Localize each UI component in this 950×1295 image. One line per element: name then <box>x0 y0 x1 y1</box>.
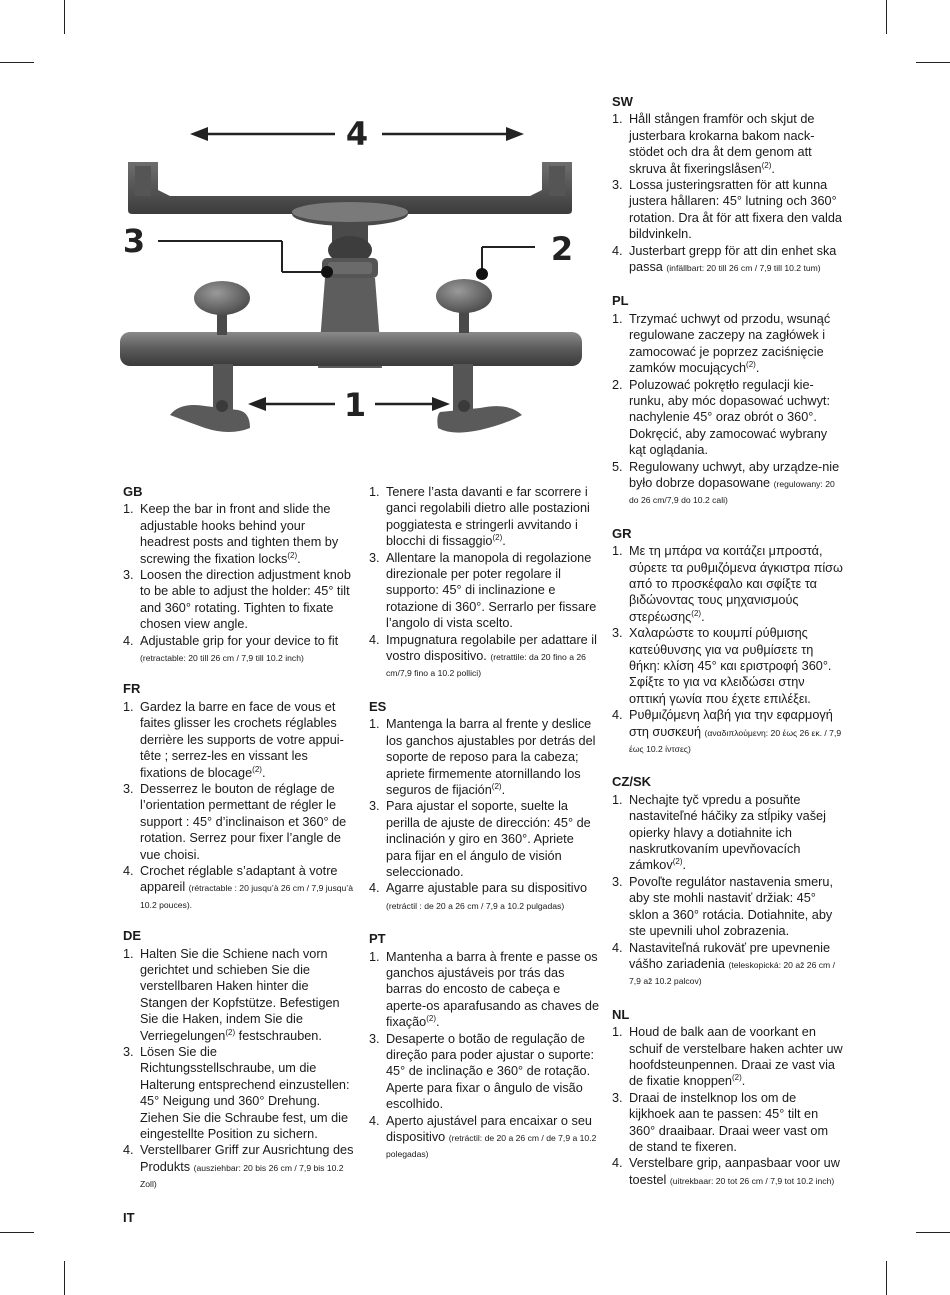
language-code: GR <box>612 525 632 541</box>
instruction-list <box>612 792 844 989</box>
step-body: Draai de instelknop los om de kijkhoek aan te passen: 45° tilt en 360° draaibaar. Draai weer vast om de stand te fixeren. <box>629 1090 829 1154</box>
crop-mark <box>64 1261 65 1295</box>
step-note: (rétractable : 20 jusqu’à 26 cm / 7,9 jusqu’à 10.2 pouces). <box>140 883 353 910</box>
step-number: 3. <box>123 1045 134 1059</box>
step-tail: . <box>501 782 506 797</box>
language-section <box>123 681 355 912</box>
fixation-knob-right <box>436 279 492 333</box>
instruction-item <box>369 1113 601 1162</box>
language-section <box>123 1210 355 1226</box>
instruction-item <box>369 632 601 681</box>
step-body: Tenere l’asta davanti e far scorrere i ganci regolabili dietro alle postazioni poggiatesta e stringerli avvitando i blocchi di fissaggio <box>386 485 590 549</box>
step-number: 1. <box>369 949 380 964</box>
step-text <box>629 377 844 459</box>
crop-mark <box>886 1261 887 1295</box>
instruction-list <box>123 946 355 1192</box>
instruction-item <box>612 177 844 243</box>
language-section <box>612 774 844 988</box>
footnote-ref: (2) <box>426 1013 436 1023</box>
step-body: Povoľte regulátor nastavenia smeru, aby ste mohli nastaviť držiak: 45° sklon a 360° rotácia. Dotiahnite, aby ste upevnili uhol zobrazenia. <box>629 874 833 939</box>
step-body: Ρυθμιζόμενη λαβή για την εφαρμογή στη συσκευή <box>629 708 833 739</box>
instruction-item <box>369 716 601 798</box>
instruction-item <box>369 550 601 632</box>
step-note: (retractable: 20 till 26 cm / 7,9 till 10.2 inch) <box>140 653 304 664</box>
language-code: IT <box>123 1209 135 1225</box>
language-code: PT <box>369 931 386 947</box>
language-section <box>612 526 844 757</box>
language-section <box>123 484 355 665</box>
instruction-list <box>369 484 601 681</box>
footnote-ref: (2) <box>761 160 772 170</box>
step-text <box>386 949 601 1031</box>
step-number: 1. <box>123 946 134 961</box>
step-note: (uitrekbaar: 20 tot 26 cm / 7,9 tot 10.2 inch) <box>669 1175 835 1186</box>
step-number: 1. <box>612 112 623 127</box>
fixation-knob-left <box>194 281 250 335</box>
crop-mark <box>0 62 34 63</box>
instruction-list <box>369 949 601 1162</box>
step-body: Gardez la barre en face de vous et faites glisser les crochets réglables derrière les supports de votre appui-tête ; serrez-les en vissant les fixations de blocage <box>140 699 344 780</box>
step-text <box>629 243 844 276</box>
step-number: 4. <box>612 1156 623 1171</box>
step-text <box>386 798 601 880</box>
step-text <box>386 550 601 632</box>
instruction-item <box>612 1155 844 1188</box>
crop-mark <box>0 1232 34 1233</box>
step-text <box>386 484 601 550</box>
step-body: Lösen Sie die Richtungsstellschraube, um die Halterung entsprechend einzustellen: 45° Neigung und 360° Drehung. Ziehen Sie die Schraube fest, um die eingestellte Position zu sichern. <box>140 1045 350 1142</box>
step-number: 1. <box>123 502 134 517</box>
instruction-item <box>612 543 844 625</box>
step-number: 3. <box>612 178 623 193</box>
callout-3-leader <box>158 241 333 278</box>
instruction-item <box>369 798 601 880</box>
column-1 <box>123 484 355 1227</box>
adjustable-hook-right <box>437 364 522 433</box>
step-text <box>386 716 601 798</box>
language-section <box>369 699 601 913</box>
crop-mark <box>64 0 65 34</box>
step-body: Desaperte o botão de regulação de direção para poder ajustar o suporte: 45° de inclinação e 360° de rotação. Aperte para fixar o ângulo de visão escolhido. <box>386 1031 595 1112</box>
step-text <box>140 567 355 633</box>
step-body: Para ajustar el soporte, suelte la perilla de ajuste de dirección: 45° de inclinación y giro en 360°. Apriete para fijar en el ángulo de visión seleccionado. <box>386 799 591 879</box>
step-number: 3. <box>369 550 380 565</box>
step-text <box>140 781 355 863</box>
language-code: ES <box>369 698 387 714</box>
adjustable-hook-left <box>170 364 250 432</box>
step-body: Keep the bar in front and slide the adjustable hooks behind your headrest posts and tighten them by screwing the fixation locks <box>140 502 339 566</box>
step-body: Impugnatura regolabile per adattare il vostro dispositivo. <box>386 632 597 664</box>
instruction-item <box>123 501 355 567</box>
instruction-item <box>612 1090 844 1156</box>
step-note: (αναδιπλούμενη: 20 έως 26 εκ. / 7,9 έως 10.2 ίντσες) <box>629 727 842 755</box>
step-number: 3. <box>369 1031 380 1046</box>
language-section <box>369 931 601 1162</box>
language-code: FR <box>123 681 141 697</box>
step-text <box>386 880 601 913</box>
callout-1: 1 <box>343 386 367 424</box>
language-code: CZ/SK <box>612 774 651 790</box>
instruction-list <box>612 311 844 508</box>
callout-3: 3 <box>122 222 146 260</box>
instruction-list <box>369 716 601 913</box>
instruction-item <box>123 1142 355 1191</box>
callout-4: 4 <box>345 115 369 153</box>
instruction-item <box>123 1044 355 1142</box>
step-text <box>629 940 844 989</box>
step-text <box>140 699 355 781</box>
instruction-item <box>369 1031 601 1113</box>
instruction-item <box>612 940 844 989</box>
step-body: Adjustable grip for your device to fit <box>140 633 339 648</box>
step-number: 1. <box>369 717 380 732</box>
language-section <box>612 94 844 275</box>
language-section <box>612 293 844 507</box>
step-number: 4. <box>369 881 380 896</box>
column-3 <box>612 94 844 1188</box>
instruction-item <box>612 874 844 940</box>
step-body: Halten Sie die Schiene nach vorn gerichtet und schieben Sie die verstellbaren Haken hinter die Stangen der Kopfstütze. Befestigen Sie die Haken, indem Sie die Verriegelungen <box>140 946 340 1043</box>
instruction-item <box>123 863 355 912</box>
step-body: Crochet réglable s’adaptant à votre appareil <box>140 863 338 895</box>
step-text <box>386 632 601 681</box>
step-text <box>140 1044 355 1142</box>
instruction-list <box>612 1024 844 1188</box>
step-tail: . <box>771 161 775 176</box>
step-number: 1. <box>612 311 623 326</box>
step-number: 4. <box>123 863 134 878</box>
main-bar <box>120 332 582 366</box>
step-number: 1. <box>123 699 134 714</box>
step-text <box>140 946 355 1044</box>
step-tail: . <box>682 858 687 873</box>
instruction-item <box>123 781 355 863</box>
step-body: Mantenha a barra à frente e passe os ganchos ajustáveis por trás das barras do encosto de cabeça e aperte-os aparafusando as chaves de fixação <box>386 949 600 1030</box>
instruction-item <box>612 459 844 508</box>
instruction-item <box>612 377 844 459</box>
step-tail: . <box>297 551 301 566</box>
step-text <box>140 501 355 567</box>
instruction-item <box>123 699 355 781</box>
step-text <box>140 633 355 666</box>
instruction-item <box>369 949 601 1031</box>
instruction-item <box>612 111 844 177</box>
footnote-ref: (2) <box>691 608 702 618</box>
language-section <box>369 484 601 681</box>
instruction-list <box>612 543 844 756</box>
instruction-item <box>612 243 844 276</box>
step-body: Nechajte tyč vpredu a posuňte nastaviteľné háčiky za stĺpiky vašej opierky hlavy a dotiahnite ich naskrutkovaním upevňovacích zámkov <box>629 792 826 873</box>
language-section <box>612 1007 844 1188</box>
step-tail: . <box>701 609 705 624</box>
step-text <box>386 1113 601 1162</box>
step-note: (ausziehbar: 20 bis 26 cm / 7,9 bis 10.2 Zoll) <box>140 1162 344 1190</box>
step-note: (retráctil: de 20 a 26 cm / de 7,9 a 10.2 polegadas) <box>386 1133 597 1160</box>
step-body: Loosen the direction adjustment knob to be able to adjust the holder: 45° tilt and 360° rotating. Tighten to fixate chosen view angle. <box>140 568 351 632</box>
step-number: 3. <box>123 568 134 583</box>
step-number: 4. <box>123 633 134 648</box>
step-text <box>629 1090 844 1156</box>
instruction-item <box>123 633 355 666</box>
language-code: PL <box>612 293 629 309</box>
instruction-item <box>612 1024 844 1090</box>
step-body: Regulowany uchwyt, aby urządze-nie było dobrze dopasowane <box>629 459 840 490</box>
language-code: GB <box>123 484 143 499</box>
step-tail: . <box>261 765 266 780</box>
step-text <box>386 1031 601 1113</box>
step-body: Desserrez le bouton de réglage de l’orientation permettant de régler le support : 45° d’inclinaison et 360° de rotation. Serrez pour fixer l’angle de vue choisi. <box>140 781 347 862</box>
step-number: 3. <box>612 874 623 889</box>
product-diagram <box>110 110 590 455</box>
instruction-item <box>612 792 844 874</box>
step-text <box>629 625 844 707</box>
step-number: 3. <box>612 626 623 641</box>
column-2 <box>369 484 601 1162</box>
step-body: Verstellbarer Griff zur Ausrichtung des Produkts <box>140 1143 354 1174</box>
step-body: Justerbart grepp för att din enhet ska passa <box>629 243 837 275</box>
footnote-ref: (2) <box>252 764 262 774</box>
step-number: 4. <box>369 632 380 647</box>
step-number: 3. <box>123 781 134 796</box>
step-number: 1. <box>612 1025 623 1040</box>
instruction-item <box>612 625 844 707</box>
instruction-item <box>369 880 601 913</box>
step-text <box>140 1142 355 1191</box>
instruction-item <box>612 707 844 756</box>
footnote-ref: (2) <box>287 550 298 560</box>
instruction-item <box>612 311 844 377</box>
step-note: (retrattile: da 20 fino a 26 cm/7,9 fino a 10.2 pollici) <box>386 652 586 679</box>
step-number: 4. <box>612 243 623 258</box>
step-text <box>140 863 355 912</box>
language-code: SW <box>612 94 633 109</box>
tablet-holder-frame <box>128 162 572 226</box>
step-number: 4. <box>612 708 623 723</box>
step-number: 3. <box>369 799 380 814</box>
footnote-ref: (2) <box>492 532 503 542</box>
step-text <box>629 874 844 940</box>
step-text <box>629 311 844 377</box>
step-body: Poluzować pokrętło regulacji kie-runku, aby móc dopasować uchwyt: nachylenie 45° oraz obrót o 360°. Dokręcić, aby zamocować wybrany kąt oglądania. <box>629 377 830 458</box>
step-body: Με τη μπάρα να κοιτάζει μπροστά, σύρετε τα ρυθμιζόμενα άγκιστρα πίσω από το προσκέφαλο και σφίξτε τα βιδώνοντας τους μηχανισμούς στερέωσης <box>629 544 843 624</box>
step-body: Agarre ajustable para su dispositivo <box>386 881 587 896</box>
step-tail: . <box>755 361 760 376</box>
step-text <box>629 177 844 243</box>
step-number: 4. <box>369 1113 380 1128</box>
step-body: Houd de balk aan de voorkant en schuif de verstelbare haken achter uw hoofdsteunpennen. Draai ze vast via de fixatie knoppen <box>629 1025 843 1089</box>
step-body: Χαλαρώστε το κουμπί ρύθμισης κατεύθυνσης για να ρυθμίσετε τη θήκη: κλίση 45° και εριστροφή 360°. Σφίξτε το για να κλειδώσει στην οπτική γωνία που έχετε επιλέξει. <box>629 626 832 706</box>
step-body: Verstelbare grip, aanpasbaar voor uw toestel <box>629 1156 840 1187</box>
step-body: Trzymać uchwyt od przodu, wsunąć regulowane zaczepy na zagłówek i zamocować je poprzez zaciśnięcie zamków mocujących <box>629 311 831 376</box>
step-note: (teleskopická: 20 až 26 cm / 7,9 až 10.2 palcov) <box>629 959 835 987</box>
step-tail: . <box>741 1074 746 1089</box>
step-number: 2. <box>612 377 623 392</box>
step-number: 4. <box>612 940 623 955</box>
step-note: (retráctil : de 20 a 26 cm / 7,9 a 10.2 pulgadas) <box>386 900 565 911</box>
step-body: Aperto ajustável para encaixar o seu dispositivo <box>386 1113 592 1145</box>
step-text <box>629 707 844 756</box>
step-text <box>629 459 844 508</box>
language-code: DE <box>123 928 142 944</box>
step-number: 4. <box>123 1143 134 1158</box>
step-body: Nastaviteľná rukoväť pre upevnenie vášho zariadenia <box>629 940 831 971</box>
step-number: 1. <box>612 792 623 807</box>
crop-mark <box>916 1232 950 1233</box>
step-text <box>629 1155 844 1188</box>
step-note: (regulowany: 20 do 26 cm/7,9 do 10.2 cali) <box>629 478 835 506</box>
crop-mark <box>916 62 950 63</box>
step-body: Lossa justeringsratten för att kunna justera hållaren: 45° lutning och 360° rotation. Dra åt för att fixera den valda bildvinkeln. <box>629 178 842 242</box>
step-text <box>629 1024 844 1090</box>
step-body: Mantenga la barra al frente y deslice los ganchos ajustables por detrás del soporte de reposo para la cabeza; apriete firmemente atornillando los seguros de fijación <box>386 717 596 797</box>
instruction-item <box>123 946 355 1044</box>
instruction-item <box>369 484 601 550</box>
step-body: Allentare la manopola di regolazione direzionale per poter regolare il supporto: 45° di inclinazione e rotazione di 360°. Serrarlo per fissare l’angolo di vista scelto. <box>386 550 597 631</box>
instruction-item <box>123 567 355 633</box>
language-code: NL <box>612 1006 630 1022</box>
footnote-ref: (2) <box>491 781 502 791</box>
step-number: 1. <box>612 544 623 559</box>
footnote-ref: (2) <box>672 857 683 867</box>
step-note: (infällbart: 20 till 26 cm / 7,9 till 10.2 tum) <box>666 263 821 274</box>
instruction-list <box>123 501 355 665</box>
step-text <box>629 111 844 177</box>
instruction-list <box>123 699 355 912</box>
step-number: 5. <box>612 459 623 474</box>
step-body: Håll stången framför och skjut de justerbara krokarna bakom nack-stödet och dra åt dem genom att skruva åt fixeringslåsen <box>629 112 815 176</box>
footnote-ref: (2) <box>746 359 756 369</box>
step-tail: . <box>435 1015 440 1030</box>
crop-mark <box>886 0 887 34</box>
step-tail: . <box>502 534 506 549</box>
step-text <box>629 792 844 874</box>
instruction-list <box>612 111 844 275</box>
step-number: 1. <box>369 485 380 499</box>
footnote-ref: (2) <box>732 1073 742 1083</box>
footnote-ref: (2) <box>225 1027 236 1037</box>
step-tail: festschrauben. <box>235 1028 322 1043</box>
callout-2: 2 <box>550 230 574 268</box>
callout-2-leader <box>476 247 535 280</box>
step-number: 3. <box>612 1090 623 1105</box>
step-text <box>629 543 844 625</box>
language-section <box>123 928 355 1192</box>
